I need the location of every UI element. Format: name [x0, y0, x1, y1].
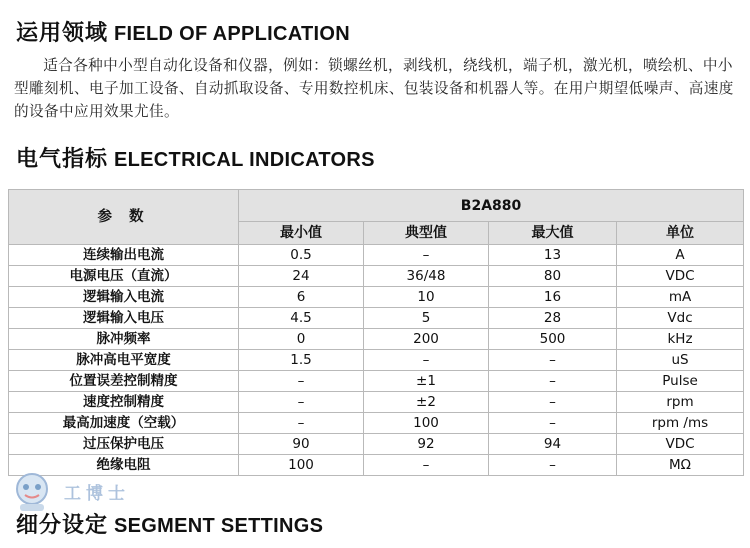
table-header-row	[9, 190, 744, 222]
title-cn: 细分设定	[16, 513, 109, 538]
cell-typ: ±1	[364, 371, 489, 392]
table-row	[9, 350, 744, 371]
cell-max: 16	[489, 287, 617, 308]
table-row	[9, 329, 744, 350]
section-title-electrical	[16, 142, 375, 173]
cell-max: –	[489, 392, 617, 413]
title-en: FIELD OF APPLICATION	[114, 23, 351, 45]
cell-name: 速度控制精度	[9, 392, 239, 413]
cell-unit: Vdc	[617, 308, 744, 329]
cell-min: –	[239, 392, 364, 413]
cell-name: 脉冲频率	[9, 329, 239, 350]
table-row	[9, 413, 744, 434]
cell-unit: mA	[617, 287, 744, 308]
cell-name: 脉冲高电平宽度	[9, 350, 239, 371]
table-row	[9, 266, 744, 287]
cell-min: 0	[239, 329, 364, 350]
cell-typ: 200	[364, 329, 489, 350]
cell-typ: 10	[364, 287, 489, 308]
cell-name: 绝缘电阻	[9, 455, 239, 476]
cell-unit: MΩ	[617, 455, 744, 476]
cell-min: 24	[239, 266, 364, 287]
cell-unit: rpm /ms	[617, 413, 744, 434]
cell-unit: A	[617, 245, 744, 266]
cell-typ: –	[364, 245, 489, 266]
param-header: 参 数	[9, 190, 239, 245]
electrical-spec-table	[8, 189, 744, 476]
cell-typ: 92	[364, 434, 489, 455]
title-cn: 运用领域	[16, 21, 109, 46]
cell-min: 100	[239, 455, 364, 476]
col-header-max: 最大值	[489, 222, 617, 245]
table-row	[9, 245, 744, 266]
col-header-min: 最小值	[239, 222, 364, 245]
title-cn: 电气指标	[16, 147, 109, 172]
model-header: B2A880	[239, 190, 744, 222]
cell-name: 最高加速度（空载）	[9, 413, 239, 434]
cell-typ: 100	[364, 413, 489, 434]
cell-name: 位置误差控制精度	[9, 371, 239, 392]
section-title-application	[16, 16, 350, 47]
cell-min: 90	[239, 434, 364, 455]
cell-name: 电源电压（直流）	[9, 266, 239, 287]
cell-max: 13	[489, 245, 617, 266]
table-row	[9, 308, 744, 329]
cell-max: 500	[489, 329, 617, 350]
cell-unit: rpm	[617, 392, 744, 413]
cell-min: –	[239, 371, 364, 392]
cell-typ: ±2	[364, 392, 489, 413]
title-en: SEGMENT SETTINGS	[114, 515, 324, 537]
cell-max: –	[489, 350, 617, 371]
cell-unit: Pulse	[617, 371, 744, 392]
cell-name: 逻辑输入电压	[9, 308, 239, 329]
cell-min: 0.5	[239, 245, 364, 266]
cell-max: 80	[489, 266, 617, 287]
col-header-typ: 典型值	[364, 222, 489, 245]
table-row	[9, 434, 744, 455]
application-description: 适合各种中小型自动化设备和仪器，例如：锁螺丝机，剥线机，绕线机，端子机，激光机，喷绘机、中小型雕刻机、电子加工设备、自动抓取设备、专用数控机床、包装设备和机器人等。在用户期望低噪声、高速度的设备中应用效果尤佳。	[14, 57, 734, 120]
cell-unit: VDC	[617, 434, 744, 455]
cell-typ: 36/48	[364, 266, 489, 287]
cell-unit: uS	[617, 350, 744, 371]
cell-typ: –	[364, 350, 489, 371]
cell-max: 28	[489, 308, 617, 329]
cell-min: 4.5	[239, 308, 364, 329]
cell-name: 连续输出电流	[9, 245, 239, 266]
table-row	[9, 371, 744, 392]
cell-max: –	[489, 455, 617, 476]
cell-max: –	[489, 371, 617, 392]
cell-typ: 5	[364, 308, 489, 329]
title-en: ELECTRICAL INDICATORS	[114, 149, 375, 171]
robot-mascot-icon	[10, 469, 54, 513]
section-title-segment	[16, 508, 323, 539]
cell-unit: VDC	[617, 266, 744, 287]
watermark-text: 工博士	[64, 483, 130, 504]
cell-typ: –	[364, 455, 489, 476]
cell-min: –	[239, 413, 364, 434]
col-header-unit: 单位	[617, 222, 744, 245]
table-row	[9, 392, 744, 413]
cell-max: –	[489, 413, 617, 434]
cell-name: 过压保护电压	[9, 434, 239, 455]
cell-unit: kHz	[617, 329, 744, 350]
cell-name: 逻辑输入电流	[9, 287, 239, 308]
cell-min: 1.5	[239, 350, 364, 371]
cell-max: 94	[489, 434, 617, 455]
cell-min: 6	[239, 287, 364, 308]
table-row	[9, 287, 744, 308]
